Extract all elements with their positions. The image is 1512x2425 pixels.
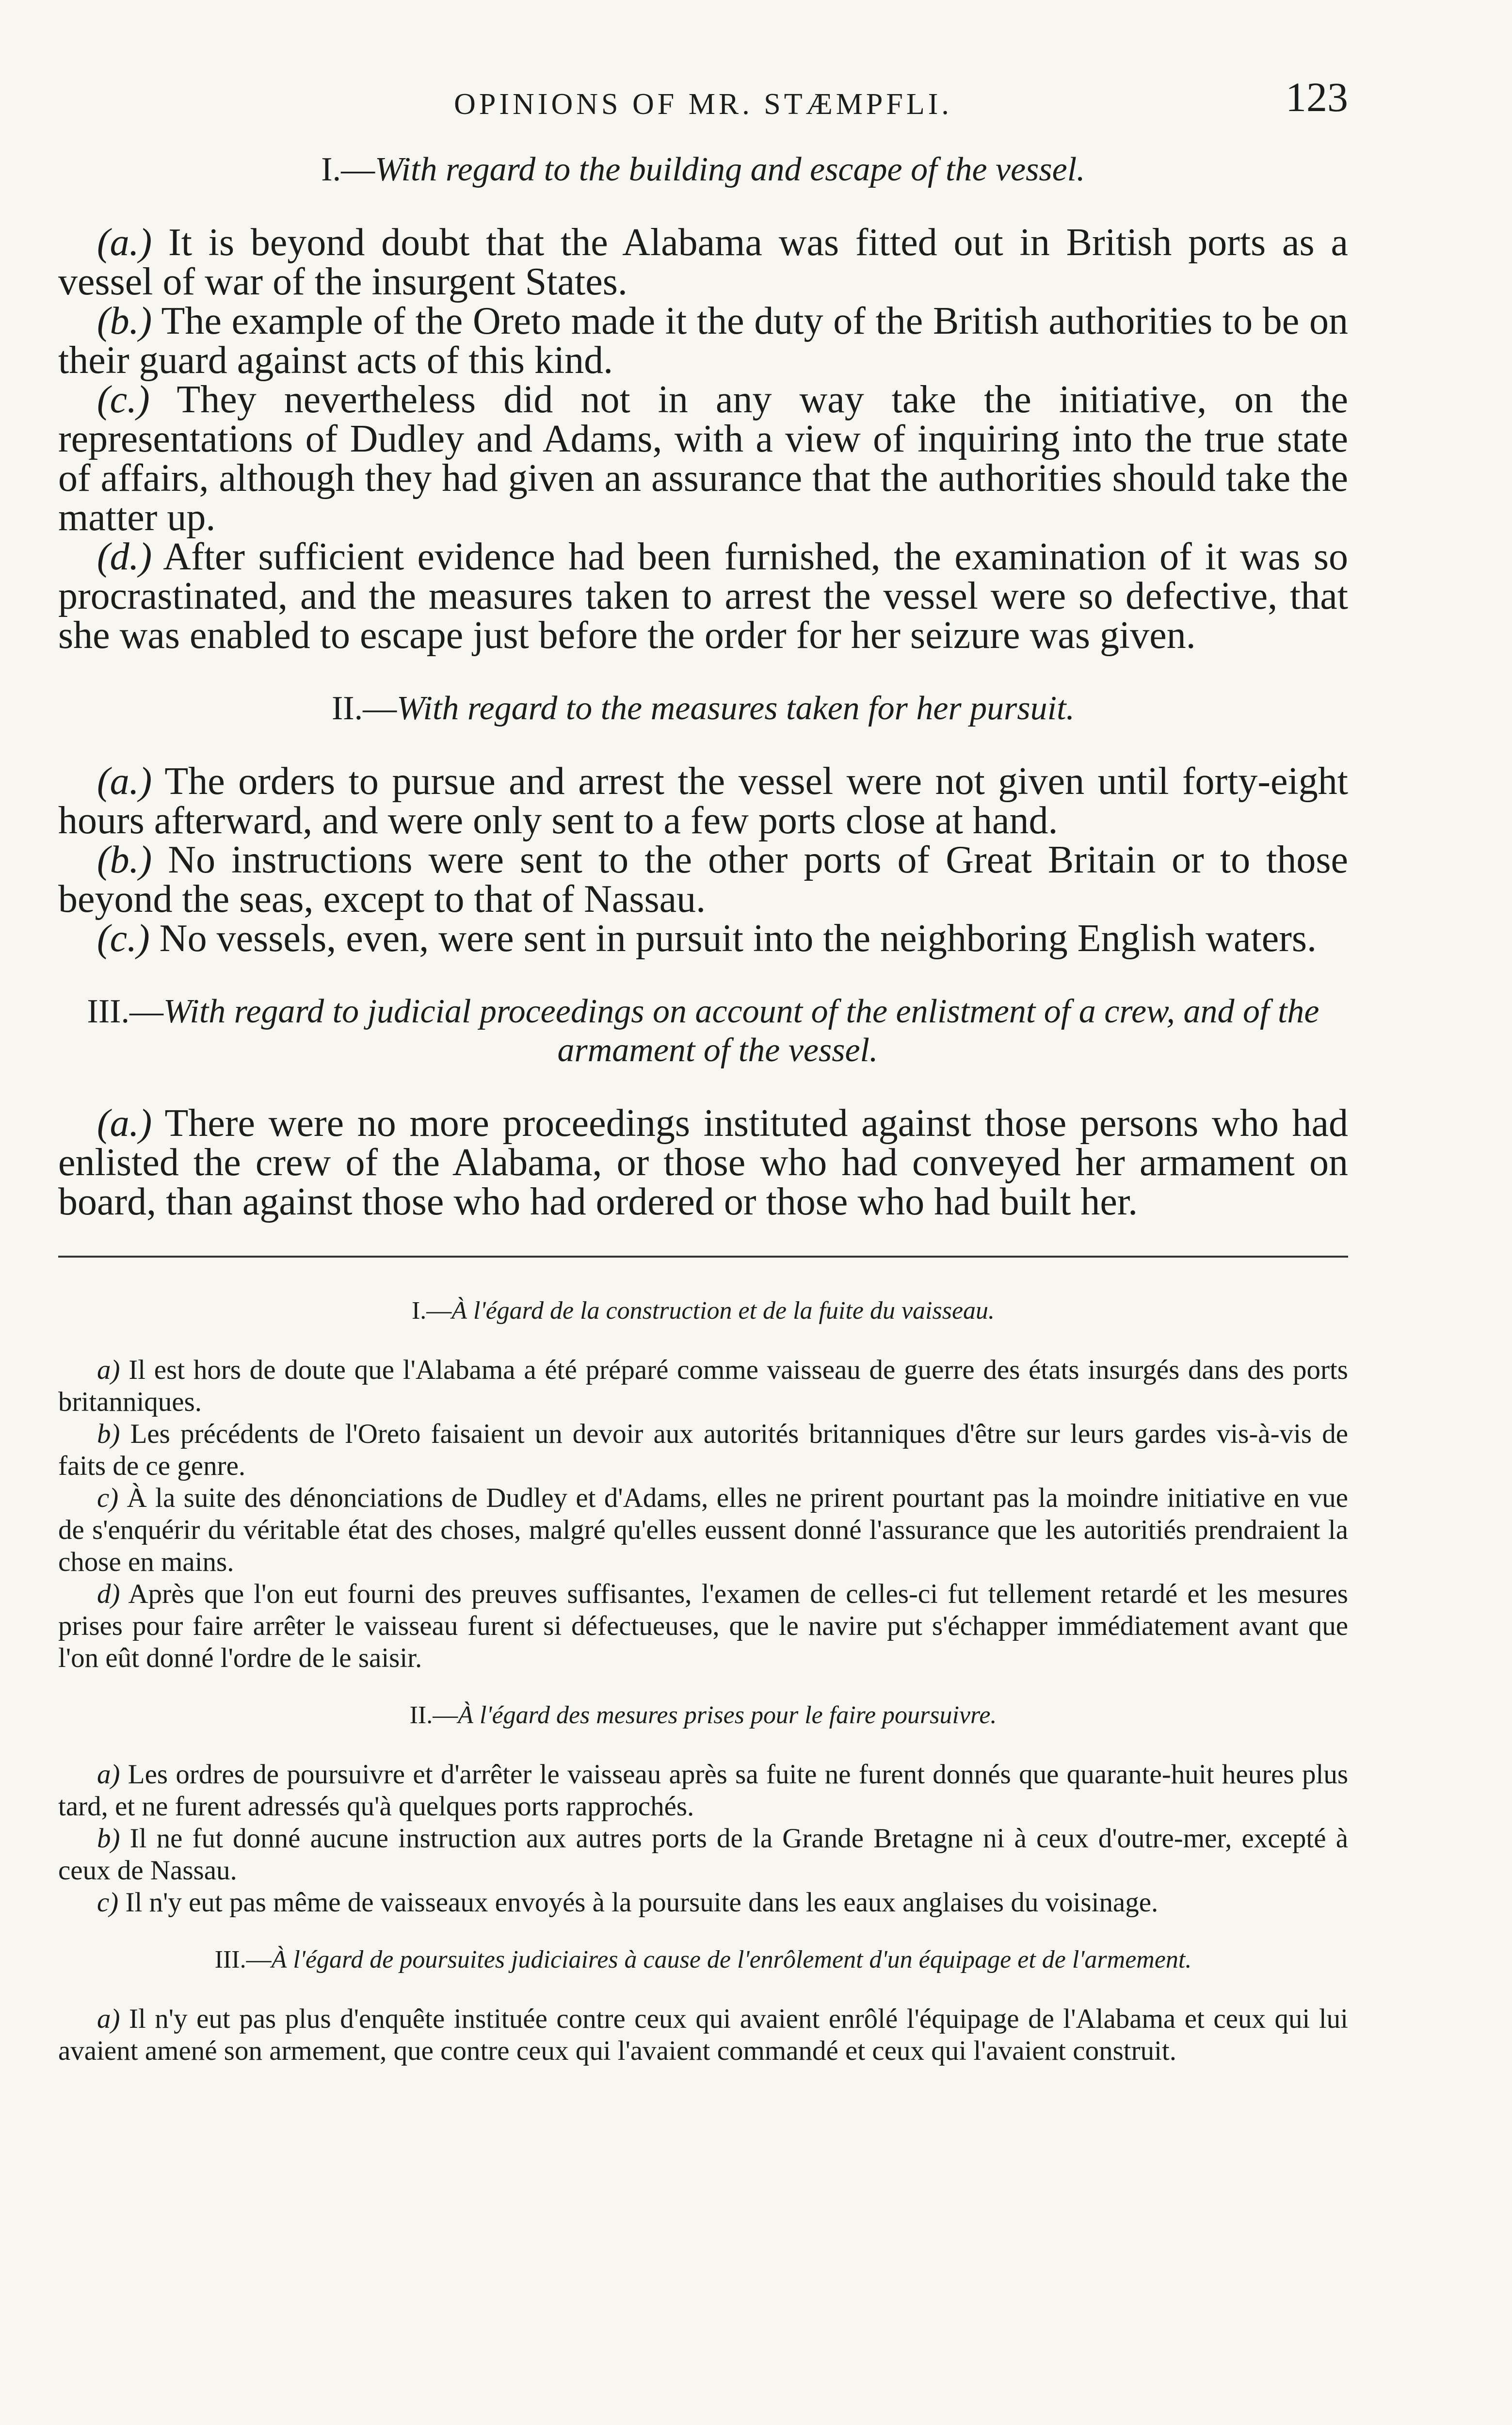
paragraph: [58, 841, 1348, 919]
paragraph: [58, 1759, 1348, 1823]
heading-title: À l'égard de poursuites judiciaires à cause de l'enrôlement d'un équipage et de l'armement.: [271, 1946, 1192, 1973]
heading-title: À l'égard des mesures prises pour le faire poursuivre.: [458, 1701, 997, 1729]
paragraph-text: Les ordres de poursuivre et d'arrêter le vaisseau après sa fuite ne furent donnés que quarante-huit heures plus tard, et ne furent adressés qu'à quelques ports rapprochés.: [58, 1759, 1348, 1822]
paragraph-label: d): [97, 1579, 120, 1609]
fr-section-3: [58, 1945, 1348, 2067]
heading-numeral: II.—: [409, 1701, 458, 1729]
paragraph: [58, 919, 1348, 958]
paragraph-label: a): [97, 1759, 120, 1790]
paragraph-label: (b.): [97, 839, 152, 881]
page: [58, 73, 1348, 2094]
en-section-1: [58, 150, 1348, 655]
section-divider: [58, 1256, 1348, 1258]
fr-heading-2: [58, 1701, 1348, 1730]
running-title: OPINIONS OF MR. STÆMPFLI.: [454, 88, 952, 121]
paragraph-text: The example of the Oreto made it the duty of the British authorities to be on their guard against acts of this kind.: [58, 300, 1348, 382]
paragraph-text: Les précédents de l'Oreto faisaient un devoir aux autorités britanniques d'être sur leurs gardes vis-à-vis de faits de ce genre.: [58, 1419, 1348, 1481]
paragraph-text: It is beyond doubt that the Alabama was fitted out in British ports as a vessel of war of the insurgent States.: [58, 221, 1348, 303]
heading-numeral: I.—: [411, 1297, 452, 1325]
paragraph-label: c): [97, 1483, 119, 1513]
paragraph-label: a): [97, 1355, 120, 1385]
en-section-2: [58, 689, 1348, 958]
en-heading-1: [58, 150, 1348, 189]
paragraph-text: Il est hors de doute que l'Alabama a été préparé comme vaisseau de guerre des états insurgés dans des ports britanniques.: [58, 1355, 1348, 1417]
paragraph: [58, 537, 1348, 655]
paragraph-text: The orders to pursue and arrest the vessel were not given until forty-eight hours afterward, and were only sent to a few ports close at hand.: [58, 760, 1348, 842]
heading-title: With regard to the measures taken for her pursuit.: [397, 690, 1075, 727]
paragraph-label: (a.): [97, 1102, 152, 1145]
heading-numeral: III.—: [87, 993, 163, 1030]
paragraph-text: À la suite des dénonciations de Dudley et d'Adams, elles ne prirent pourtant pas la moindre initiative en vue de s'enquérir du véritable état des choses, malgré qu'elles eussent donné l'assurance que les autoritiés prendraient la chose en mains.: [58, 1483, 1348, 1577]
paragraph: [58, 1354, 1348, 1418]
paragraph-label: (d.): [97, 535, 152, 578]
fr-section-2: [58, 1701, 1348, 1919]
paragraph-label: (b.): [97, 300, 152, 342]
paragraph: [58, 1418, 1348, 1482]
page-number: 123: [1286, 74, 1348, 120]
paragraph: [58, 1482, 1348, 1578]
en-heading-2: [58, 689, 1348, 728]
heading-title: With regard to the building and escape of the vessel.: [375, 151, 1085, 188]
paragraph-label: (a.): [97, 221, 152, 264]
paragraph: [58, 1104, 1348, 1222]
paragraph: [58, 1887, 1348, 1919]
paragraph-text: No vessels, even, were sent in pursuit into the neighboring English waters.: [149, 917, 1317, 960]
paragraph-text: Il n'y eut pas même de vaisseaux envoyés à la poursuite dans les eaux anglaises du voisinage.: [118, 1887, 1158, 1918]
paragraph-text: Après que l'on eut fourni des preuves suffisantes, l'examen de celles-ci fut tellement retardé et les mesures prises pour faire arrêter le vaisseau furent si défectueuses, que le navire put s'échapper immédiatement avant que l'on eût donné l'ordre de le saisir.: [58, 1579, 1348, 1673]
paragraph-label: (a.): [97, 760, 152, 803]
heading-numeral: III.—: [214, 1946, 272, 1973]
en-section-3: [58, 992, 1348, 1222]
page-header: [58, 73, 1348, 131]
paragraph: [58, 1823, 1348, 1887]
paragraph-text: Il ne fut donné aucune instruction aux autres ports de la Grande Bretagne ni à ceux d'outre-mer, excepté à ceux de Nassau.: [58, 1823, 1348, 1886]
paragraph: [58, 1578, 1348, 1674]
heading-numeral: II.—: [331, 690, 397, 727]
paragraph-text: No instructions were sent to the other ports of Great Britain or to those beyond the seas, except to that of Nassau.: [58, 839, 1348, 921]
paragraph-text: Il n'y eut pas plus d'enquête instituée contre ceux qui avaient enrôlé l'équipage de l'Alabama et ceux qui lui avaient amené son armement, que contre ceux qui l'avaient commandé et ceux qui l'avaient construit.: [58, 2004, 1348, 2066]
paragraph-label: (c.): [97, 378, 150, 421]
en-heading-3: [58, 992, 1348, 1070]
heading-title: With regard to judicial proceedings on account of the enlistment of a crew, and of the armament of the vessel.: [163, 993, 1319, 1069]
fr-heading-1: [58, 1296, 1348, 1325]
heading-title: À l'égard de la construction et de la fuite du vaisseau.: [451, 1297, 995, 1325]
heading-numeral: I.—: [321, 151, 375, 188]
paragraph-label: b): [97, 1419, 120, 1449]
paragraph-text: After sufficient evidence had been furnished, the examination of it was so procrastinated, and the measures taken to arrest the vessel were so defective, that she was enabled to escape just before the order for her seizure was given.: [58, 535, 1348, 657]
paragraph: [58, 2003, 1348, 2067]
paragraph-label: c): [97, 1887, 119, 1918]
fr-section-1: [58, 1296, 1348, 1674]
paragraph: [58, 762, 1348, 841]
paragraph: [58, 223, 1348, 302]
paragraph-label: (c.): [97, 917, 150, 960]
paragraph-label: b): [97, 1823, 120, 1854]
paragraph-text: There were no more proceedings instituted against those persons who had enlisted the crew of the Alabama, or those who had conveyed her armament on board, than against those who had ordered or those who had built her.: [58, 1102, 1348, 1223]
paragraph-label: a): [97, 2004, 120, 2034]
paragraph: [58, 302, 1348, 380]
fr-heading-3: [58, 1945, 1348, 1974]
paragraph: [58, 380, 1348, 537]
paragraph-text: They nevertheless did not in any way take the initiative, on the representations of Dudley and Adams, with a view of inquiring into the true state of affairs, although they had given an assurance that the authorities should take the matter up.: [58, 378, 1348, 539]
